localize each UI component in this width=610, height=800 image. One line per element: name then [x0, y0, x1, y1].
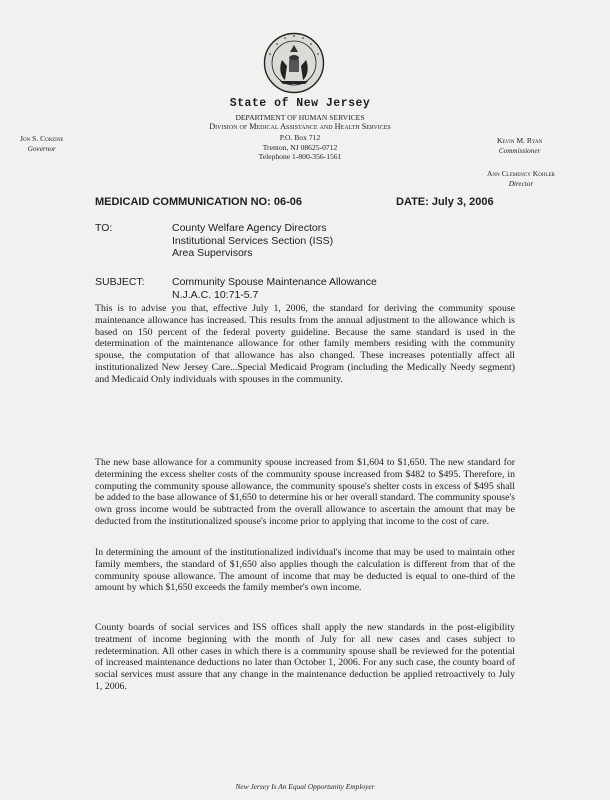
to-recipients — [172, 222, 333, 260]
director-title: Director — [508, 180, 534, 188]
to-label: TO: — [95, 222, 113, 234]
director-name: Ann Clemency Kohler — [487, 169, 555, 178]
recipient-line: Institutional Services Section (ISS) — [172, 234, 334, 247]
address-line: Trenton, NJ 08625-0712 — [262, 143, 338, 152]
commissioner-block — [497, 136, 542, 156]
recipient-line: County Welfare Agency Directors — [172, 222, 327, 234]
governor-title: Governor — [27, 145, 56, 153]
subject-line: N.J.A.C. 10:71-5.7 — [172, 288, 259, 301]
division-name: Division of Medical Assistance and Health Services — [209, 122, 391, 131]
state-title: State of New Jersey — [229, 97, 371, 110]
body-paragraph: County boards of social services and ISS offices shall apply the new standards in the post-eligibility treatment of income beginning with the month of July for all new cases and cases subject to redetermination. All other cases in which there is a community spouse shall be reviewed for the potential of increased maintenance deductions no later than October 1, 2006. For any such case, the county board of social services must assure that any change in the maintenance deduction be applied retroactively to July 1, 2006. — [95, 622, 515, 692]
body-paragraph: The new base allowance for a community spouse increased from $1,604 to $1,650. The new standard for determining the excess shelter costs of the community spouse increased from $482 to $495. Therefore, in computing the community spouse allowance, the community spouse's shelter costs in excess of $495 shall be added to the base allowance of $1,650 to determine his or her overall standard. The community spouse's own gross income would be subtracted from the overall allowance to ascertain the amount that may be deducted from the institutionalized spouse's income prior to applying that income to the cost of care. — [95, 457, 515, 527]
recipient-line: Area Supervisors — [172, 247, 253, 259]
state-seal-icon — [263, 32, 325, 94]
subject-label: SUBJECT: — [95, 276, 145, 288]
department-name: DEPARTMENT OF HUMAN SERVICES — [235, 113, 365, 122]
subject-line: Community Spouse Maintenance Allowance — [172, 276, 377, 288]
communication-number: MEDICAID COMMUNICATION NO: 06-06 — [95, 196, 302, 208]
governor-block — [20, 134, 64, 154]
telephone-line: Telephone 1-800-356-1561 — [258, 152, 342, 161]
subject-text — [172, 276, 377, 301]
commissioner-title: Commissioner — [498, 147, 541, 155]
body-paragraph: In determining the amount of the institutionalized individual's income that may be used to maintain other family members, the standard of $1,650 also applies though the calculation is different from that of the community spouse allowance. The amount of income that may be deducted is equal to one-third of the amount by which $1,650 exceeds the family member's own income. — [95, 547, 515, 594]
governor-name: Jon S. Corzine — [20, 134, 64, 143]
footer-text: New Jersey Is An Equal Opportunity Employer — [235, 782, 375, 791]
body-paragraph: This is to advise you that, effective July 1, 2006, the standard for deriving the community spouse maintenance allowance has increased. This results from the annual adjustment to the allowance which is based on 150 percent of the federal poverty guideline. Because the same standard is used in the determination of the maintenance allowance for other family members residing with the community spouse, the computation of that allowance has also changed. These increases potentially affect all institutionalized New Jersey Care...Special Medicaid Program (including the Medically Needy segment) and Medicaid Only individuals with spouses in the community. — [95, 303, 515, 385]
commissioner-name: Kevin M. Ryan — [497, 136, 543, 145]
memo-date: DATE: July 3, 2006 — [396, 196, 494, 208]
address-line: P.O. Box 712 — [279, 133, 321, 142]
director-block — [487, 169, 555, 189]
